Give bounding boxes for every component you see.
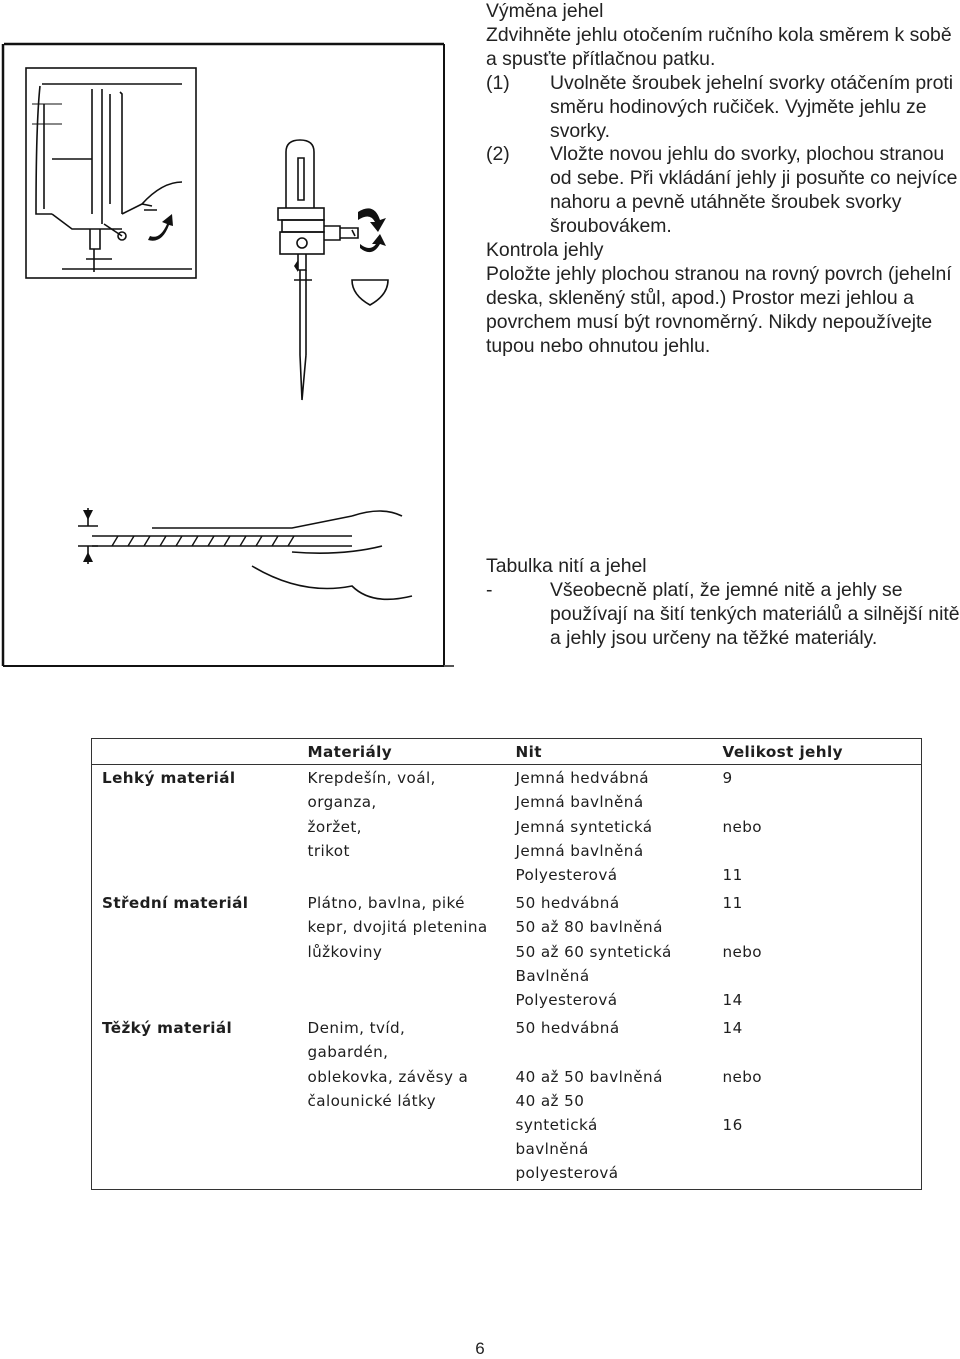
step-text: Uvolněte šroubek jehelní svorky otáčením proti směru hodinových ručiček. Vyjměte jehlu ze svorky.	[550, 71, 954, 142]
cell-line: Bavlněná	[515, 966, 590, 985]
cell-line: syntetická	[515, 1116, 598, 1135]
cell-line: Polyesterová	[515, 866, 618, 885]
cell-line: Krepdešín, voál,	[307, 769, 436, 788]
cell-line: trikot	[307, 841, 350, 860]
step-text: Vložte novou jehlu do svorky, plochou stranou od sebe. Při vkládání jehly ji posuňte co nejvíce nahoru a pevně utáhněte šroubek svorky šroubovákem.	[550, 143, 958, 238]
cell-line	[723, 839, 922, 863]
category-cell: Těžký materiál	[102, 1019, 233, 1038]
needle-size-cell	[713, 765, 922, 891]
table-row	[92, 1015, 922, 1189]
cell-line: 40 až 50	[515, 1091, 585, 1110]
cell-line: 11	[722, 866, 743, 885]
cell-line: 50 až 60 syntetická	[515, 942, 672, 961]
cell-line: kepr, dvojitá pletenina	[307, 918, 488, 937]
cell-line	[723, 964, 922, 988]
bullet-text: Všeobecně platí, že jemné nitě a jehly se používají na šití tenkých materiálů a silnější nitě a jehly jsou určeny na těžké materiály.	[550, 578, 960, 649]
section-title: Tabulka nití a jehel	[486, 555, 647, 577]
cell-line: 50 až 80 bavlněná	[515, 918, 663, 937]
cell-line: 50 hedvábná	[515, 894, 620, 913]
cell-line: Plátno, bavlna, piké	[307, 894, 465, 913]
thread-cell	[506, 765, 713, 891]
step-number: (2)	[486, 143, 510, 166]
table-row	[92, 890, 922, 1015]
section-intro: Zdvihněte jehlu otočením ručního kola směrem k sobě a spusťte přítlačnou patku.	[486, 23, 952, 70]
needle-replacement-section	[486, 0, 960, 359]
needle-size-cell	[713, 890, 922, 1015]
cell-line: Jemná syntetická	[515, 817, 653, 836]
cell-line: oblekovka, závěsy a	[307, 1067, 469, 1086]
thread-cell	[506, 890, 713, 1015]
thread-needle-table	[91, 738, 922, 1190]
step-item	[486, 72, 960, 144]
cell-line: gabardén,	[307, 1043, 389, 1062]
cell-line: nebo	[722, 942, 763, 961]
cell-line	[723, 1040, 922, 1064]
cell-line: Jemná hedvábná	[515, 769, 649, 788]
table-header-cell: Materiály	[307, 743, 393, 761]
cell-line: polyesterová	[515, 1164, 619, 1183]
bullet-item	[486, 579, 960, 651]
table-row	[92, 765, 922, 891]
section-title: Výměna jehel	[486, 0, 604, 22]
materials-cell	[298, 765, 506, 891]
cell-line	[723, 1089, 922, 1113]
cell-line	[723, 915, 922, 939]
needle-check-illustration	[52, 456, 412, 666]
table-header-cell: Nit	[515, 743, 542, 761]
cell-line: bavlněná	[515, 1140, 589, 1159]
bullet-marker: -	[486, 578, 493, 601]
cell-line: 14	[722, 1019, 743, 1038]
cell-line	[723, 790, 922, 814]
materials-cell	[298, 1015, 506, 1189]
cell-line: nebo	[722, 817, 763, 836]
cell-line: Jemná bavlněná	[515, 841, 644, 860]
cell-line	[516, 1040, 713, 1064]
page-number: 6	[475, 1339, 485, 1358]
cell-line: Jemná bavlněná	[515, 793, 644, 812]
check-text: Položte jehly plochou stranou na rovný povrch (jehelní deska, skleněný stůl, apod.) Prostor mezi jehlou a povrchem musí být rovnoměrný. Nikdy nepoužívejte tupou nebo ohnutou jehlu.	[486, 262, 952, 357]
step-number: (1)	[486, 71, 510, 94]
cell-line: Denim, tvíd,	[307, 1019, 406, 1038]
cell-line: organza,	[307, 793, 377, 812]
category-cell: Lehký materiál	[102, 769, 236, 788]
cell-line: 16	[722, 1116, 743, 1135]
table-header-row	[92, 739, 922, 765]
cell-line: lůžkoviny	[307, 942, 383, 961]
cell-line: 40 až 50 bavlněná	[515, 1067, 663, 1086]
needle-clamp-illustration	[262, 130, 432, 405]
cell-line: 14	[722, 991, 743, 1010]
category-cell: Střední materiál	[102, 894, 249, 913]
cell-line: 9	[722, 769, 733, 788]
cell-line: 50 hedvábná	[515, 1019, 620, 1038]
sewing-machine-head-illustration	[22, 64, 212, 294]
thread-table-section	[486, 555, 960, 651]
cell-line: žoržet,	[307, 817, 362, 836]
check-title: Kontrola jehly	[486, 239, 604, 262]
cell-line: čalounické látky	[307, 1091, 437, 1110]
cell-line: nebo	[722, 1067, 763, 1086]
materials-cell	[298, 890, 506, 1015]
table-header-cell: Velikost jehly	[722, 743, 843, 761]
cell-line: 11	[722, 894, 743, 913]
cell-line: Polyesterová	[515, 991, 618, 1010]
needle-size-cell	[713, 1015, 922, 1189]
thread-cell	[506, 1015, 713, 1189]
step-item	[486, 143, 960, 239]
table-header-cell	[92, 739, 298, 765]
